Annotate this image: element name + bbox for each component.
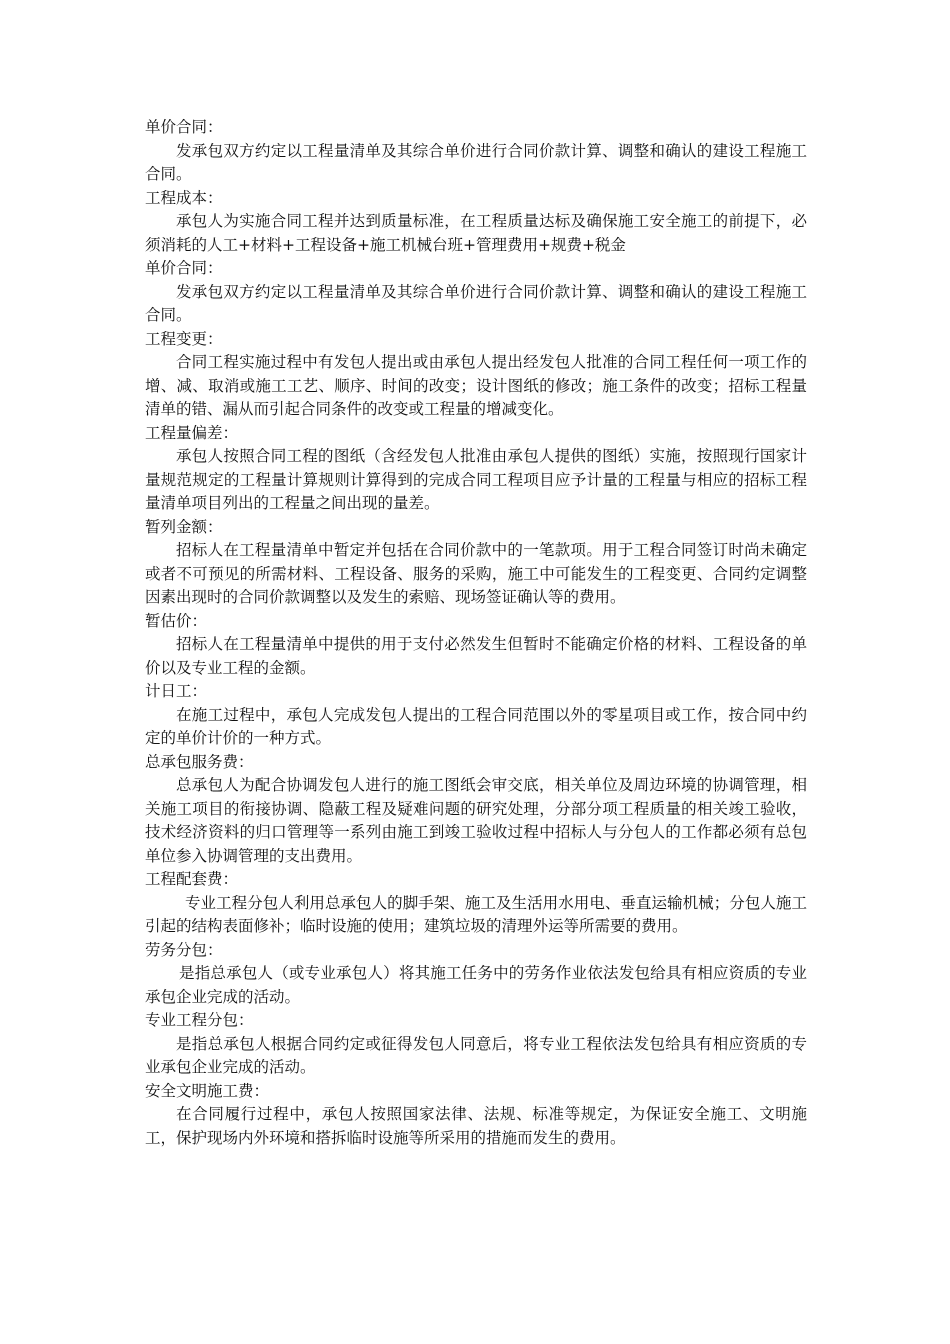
term-definition: 发承包双方约定以工程量清单及其综合单价进行合同价款计算、调整和确认的建设工程施工合同。 xyxy=(145,282,807,324)
term-definition: 承包人为实施合同工程并达到质量标准，在工程质量达标及确保施工安全施工的前提下，必须消耗的人工+材料+工程设备+施工机械台班+管理费用+规费+税金 xyxy=(145,212,807,254)
term-heading: 专业工程分包： xyxy=(145,1011,254,1029)
term-heading: 暂列金额： xyxy=(145,517,223,536)
term-heading: 暂估价： xyxy=(145,611,208,630)
term-definition: 在合同履行过程中，承包人按照国家法律、法规、标准等规定，为保证安全施工、文明施工，保护现场内外环境和搭拆临时设施等所采用的措施而发生的费用。 xyxy=(145,1105,807,1147)
term-heading: 总承包服务费： xyxy=(145,752,254,771)
term-heading: 劳务分包： xyxy=(145,940,223,959)
term-definition: 招标人在工程量清单中暂定并包括在合同价款中的一笔款项。用于工程合同签订时尚未确定或者不可预见的所需材料、工程设备、服务的采购，施工中可能发生的工程变更、合同约定调整因素出现时的合同价款调整以及发生的索赔、现场签证确认等的费用。 xyxy=(145,541,807,606)
term-definition: 是指总承包人（或专业承包人）将其施工任务中的劳务作业依法发包给具有相应资质的专业承包企业完成的活动。 xyxy=(145,964,807,1006)
term-heading: 工程变更： xyxy=(145,329,223,348)
term-definition: 专业工程分包人利用总承包人的脚手架、施工及生活用水用电、垂直运输机械；分包人施工引起的结构表面修补；临时设施的使用；建筑垃圾的清理外运等所需要的费用。 xyxy=(145,893,807,935)
term-definition: 在施工过程中，承包人完成发包人提出的工程合同范围以外的零星项目或工作，按合同中约定的单价计价的一种方式。 xyxy=(145,705,807,747)
term-heading: 工程成本： xyxy=(145,188,223,207)
document-page xyxy=(145,116,807,1150)
term-definition: 发承包双方约定以工程量清单及其综合单价进行合同价款计算、调整和确认的建设工程施工合同。 xyxy=(145,141,807,183)
term-heading: 工程配套费： xyxy=(145,870,239,888)
term-heading: 工程量偏差： xyxy=(145,423,239,442)
term-heading: 单价合同： xyxy=(145,259,223,277)
term-definition: 总承包人为配合协调发包人进行的施工图纸会审交底，相关单位及周边环境的协调管理，相关施工项目的衔接协调、隐蔽工程及疑难问题的研究处理，分部分项工程质量的相关竣工验收，技术经济资料的归口管理等一系列由施工到竣工验收过程中招标人与分包人的工作都必须有总包单位参入协调管理的支出费用。 xyxy=(145,776,807,865)
term-definition: 招标人在工程量清单中提供的用于支付必然发生但暂时不能确定价格的材料、工程设备的单价以及专业工程的金额。 xyxy=(145,635,807,677)
term-definition: 承包人按照合同工程的图纸（含经发包人批准由承包人提供的图纸）实施，按照现行国家计量规范规定的工程量计算规则计算得到的完成合同工程项目应予计量的工程量与相应的招标工程量清单项目列出的工程量之间出现的量差。 xyxy=(145,447,807,512)
term-definition: 合同工程实施过程中有发包人提出或由承包人提出经发包人批准的合同工程任何一项工作的增、减、取消或施工工艺、顺序、时间的改变；设计图纸的修改；施工条件的改变；招标工程量清单的错、漏从而引起合同条件的改变或工程量的增减变化。 xyxy=(145,353,807,418)
term-definition: 是指总承包人根据合同约定或征得发包人同意后，将专业工程依法发包给具有相应资质的专业承包企业完成的活动。 xyxy=(145,1034,807,1076)
term-heading: 单价合同： xyxy=(145,118,223,136)
term-heading: 安全文明施工费： xyxy=(145,1081,270,1100)
term-heading: 计日工： xyxy=(145,682,208,700)
